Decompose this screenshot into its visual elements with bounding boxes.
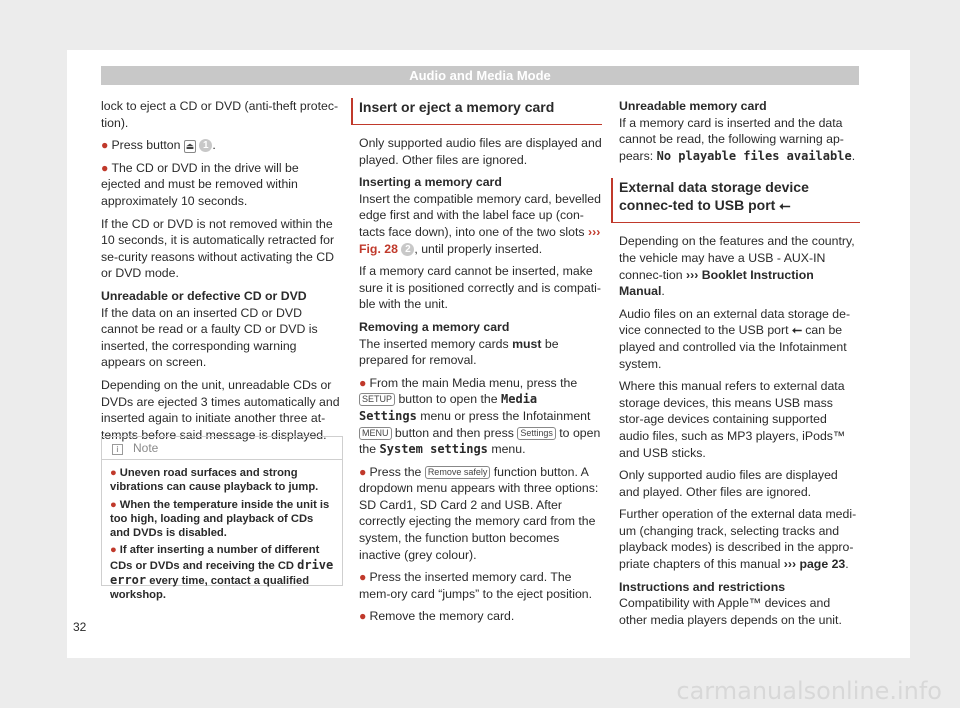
- usb-icon: ⭠: [791, 323, 802, 338]
- paragraph-text: Further operation of the external data medi-um (changing track, selecting tracks and playback modes) is described in the appro-priate chapters of this manual: [619, 507, 857, 572]
- paragraph-text-end: can be played and controlled via the Infotainment system.: [619, 323, 847, 371]
- bullet-text: button and then press: [394, 425, 514, 440]
- paragraph: Only supported audio files are displayed and played. Other files are ignored.: [619, 468, 838, 499]
- note-item: [110, 466, 334, 495]
- section-header: [101, 66, 859, 85]
- watermark: carmanualsonline.info: [676, 677, 942, 705]
- subheading: Removing a memory card: [359, 319, 510, 334]
- note-header: [102, 437, 342, 460]
- column-right: [619, 98, 860, 634]
- section-title: [611, 178, 860, 223]
- bullet-icon: ●: [110, 544, 117, 557]
- paragraph-text: Insert the compatible memory card, bevelled edge first and with the label face up (con-tacts face down), into one of the two slots: [359, 191, 601, 239]
- remove-safely-button-label: Remove safely: [425, 466, 491, 479]
- paragraph: [359, 191, 602, 257]
- bullet-icon: ●: [110, 467, 117, 479]
- bullet-icon: ●: [359, 464, 367, 479]
- paragraph-text-end: be prepared for removal.: [359, 336, 559, 368]
- bullet-item: [101, 160, 341, 210]
- page-number: 32: [73, 620, 87, 634]
- subheading: Unreadable memory card: [619, 99, 767, 113]
- emphasis: must: [512, 336, 542, 351]
- paragraph-text: The inserted memory cards: [359, 336, 509, 351]
- subheading: Instructions and restrictions: [619, 579, 786, 594]
- menu-name-media-settings: Media Settings: [359, 392, 538, 423]
- paragraph: [619, 115, 860, 165]
- header-title: Audio and Media Mode: [409, 68, 551, 83]
- paragraph-text-end: , until properly inserted.: [414, 241, 543, 256]
- subheading: Unreadable or defective CD or DVD: [101, 288, 307, 303]
- section-title: Insert or eject a memory card: [351, 98, 602, 125]
- bullet-text: menu or press the Infotainment: [420, 408, 591, 423]
- bullet-text: Press the inserted memory card. The mem-ory card “jumps” to the eject position.: [359, 570, 593, 601]
- note-item-text: When the temperature inside the unit is too high, loading and playback of CDs and DVDs is disabled.: [110, 498, 330, 540]
- settings-button-label: Settings: [517, 427, 556, 440]
- bullet-text: Press the: [369, 464, 422, 479]
- bullet-item: [359, 464, 602, 564]
- paragraph: If a memory card cannot be inserted, make sure it is positioned correctly and is compati-ble with the unit.: [359, 264, 601, 312]
- paragraph: [619, 233, 860, 299]
- bullet-text-end: .: [212, 138, 216, 153]
- section-title-text: External data storage device connec-ted to USB port: [619, 179, 809, 214]
- paragraph: [359, 336, 602, 369]
- bullet-text-end: function button. A dropdown menu appears with three options: SD Card1, SD Card 2 and USB. After correctly ejecting the memory card from the system, the function button becomes inactive (grey colour).: [359, 464, 599, 562]
- bullet-icon: ●: [110, 498, 117, 511]
- note-box: [101, 436, 343, 602]
- bullet-text: Remove the memory card.: [369, 609, 515, 624]
- column-left: [101, 98, 341, 449]
- paragraph-text-end: .: [851, 148, 856, 163]
- paragraph: lock to eject a CD or DVD (anti-theft protec-tion).: [101, 99, 339, 130]
- note-item-text-end: every time, contact a qualified workshop.: [110, 575, 310, 602]
- error-message-code: drive error: [110, 557, 334, 588]
- setup-button-label: SETUP: [359, 393, 395, 406]
- paragraph-text: If a memory card is inserted and the data cannot be read, the following warning ap-pears:: [619, 115, 844, 163]
- bullet-item: [359, 608, 602, 625]
- figure-reference-link[interactable]: ››› Fig. 28: [359, 224, 601, 256]
- paragraph: If the data on an inserted CD or DVD cannot be read or a faulty CD or DVD is inserted, the corresponding warning appears on screen.: [101, 305, 318, 370]
- bullet-text: From the main Media menu, press the: [369, 375, 578, 390]
- bullet-text: to open the: [359, 425, 601, 457]
- bullet-icon: ●: [359, 609, 367, 624]
- paragraph: If the CD or DVD is not removed within the 10 seconds, it is automatically retracted for se-curity reasons without activating the CD or DVD mode.: [101, 216, 335, 281]
- bullet-text: The CD or DVD in the drive will be ejected and must be removed within approximately 10 seconds.: [101, 160, 299, 208]
- bullet-icon: ●: [101, 138, 109, 153]
- warning-message-code: No playable files available: [656, 148, 852, 163]
- page-reference-link[interactable]: ››› page 23: [783, 557, 846, 572]
- note-item: [110, 498, 334, 541]
- callout-number: 1: [199, 139, 212, 152]
- callout-number: 2: [401, 243, 414, 256]
- bullet-text: button to open the: [398, 392, 498, 407]
- paragraph: Depending on the unit, unreadable CDs or DVDs are ejected 3 times automatically and inserted again to initiate another three at-tempts before said message is displayed.: [101, 377, 340, 442]
- paragraph: [619, 306, 860, 372]
- paragraph: Only supported audio files are displayed and played. Other files are ignored.: [359, 136, 602, 167]
- paragraph-text-end: .: [845, 557, 849, 572]
- note-title: Note: [133, 441, 159, 455]
- bullet-icon: ●: [359, 375, 367, 390]
- bullet-item: [359, 375, 602, 458]
- note-item-text: If after inserting a number of different CDs or DVDs and receiving the CD: [110, 544, 320, 572]
- note-item-text: Uneven road surfaces and strong vibrations can cause playback to jump.: [110, 467, 319, 494]
- usb-icon: ⭠: [779, 197, 791, 214]
- booklet-reference-link[interactable]: ››› Booklet Instruction Manual: [619, 267, 814, 299]
- note-item: [110, 543, 334, 602]
- bullet-item: [359, 569, 602, 602]
- bullet-icon: ●: [101, 160, 109, 175]
- column-middle: [359, 98, 602, 631]
- paragraph-text: Audio files on an external data storage de-vice connected to the USB port: [619, 306, 851, 338]
- paragraph-text-end: .: [661, 284, 665, 299]
- paragraph: Where this manual refers to external data storage devices, this means USB mass stor-age devices containing supported audio files, such as MP3 players, iPods™ and USB sticks.: [619, 379, 846, 460]
- note-body: [102, 460, 342, 603]
- subheading: Inserting a memory card: [359, 175, 502, 190]
- bullet-item: [101, 137, 341, 154]
- bullet-icon: ●: [359, 570, 367, 585]
- bullet-text-end: menu.: [491, 442, 526, 457]
- info-icon: i: [112, 444, 123, 455]
- paragraph: Compatibility with Apple™ devices and other media players depends on the unit.: [619, 596, 842, 627]
- paragraph: [619, 506, 860, 572]
- menu-button-label: MENU: [359, 427, 392, 440]
- eject-button-icon: ⏏: [185, 141, 195, 152]
- paragraph-text: Depending on the features and the country, the vehicle may have a USB - AUX-IN connec-tion: [619, 234, 855, 282]
- bullet-text: Press button: [111, 138, 181, 153]
- menu-name-system-settings: System settings: [379, 442, 488, 457]
